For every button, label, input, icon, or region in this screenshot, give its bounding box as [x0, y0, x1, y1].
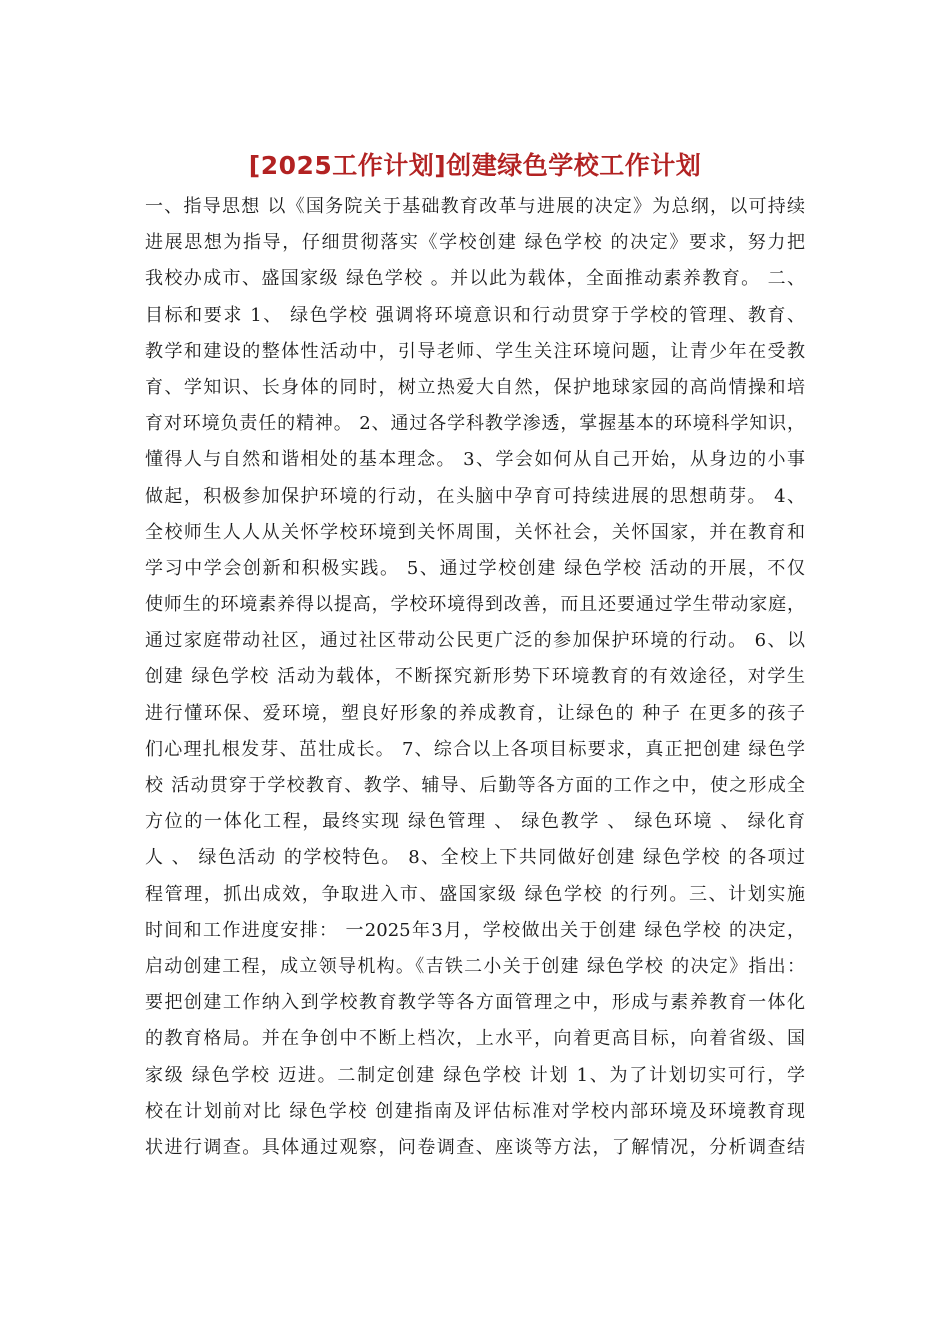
body-text-line: 校 活动贯穿于学校教育、教学、辅导、后勤等各方面的工作之中，使之形成全: [145, 775, 805, 796]
body-text-line: 教学和建设的整体性活动中，引导老师、学生关注环境问题，让青少年在受教: [145, 340, 805, 362]
body-text-line: 使师生的环境素养得以提高，学校环境得到改善，而且还要通过学生带动家庭，: [145, 594, 805, 616]
body-text-line: 通过家庭带动社区，通过社区带动公民更广泛的参加保护环境的行动。 6、以: [145, 630, 805, 652]
document-title: [2025工作计划]创建绿色学校工作计划: [248, 151, 702, 180]
body-text-line: 我校办成市、盛国家级 绿色学校 。并以此为载体，全面推动素养教育。 二、: [145, 268, 805, 290]
body-text-line: 一、指导思想 以《国务院关于基础教育改革与进展的决定》为总纲，以可持续: [145, 196, 805, 217]
body-text-line: 做起，积极参加保护环境的行动，在头脑中孕育可持续进展的思想萌芽。 4、: [145, 485, 805, 507]
body-text-line: 创建 绿色学校 活动为载体，不断探究新形势下环境教育的有效途径，对学生: [145, 666, 805, 688]
body-text-line: 进展思想为指导，仔细贯彻落实《学校创建 绿色学校 的决定》要求，努力把: [145, 232, 805, 254]
body-text-line: 目标和要求 1、 绿色学校 强调将环境意识和行动贯穿于学校的管理、教育、: [145, 304, 805, 326]
body-text-line: 校在计划前对比 绿色学校 创建指南及评估标准对学校内部环境及环境教育现: [145, 1100, 805, 1122]
body-text-line: 家级 绿色学校 迈进。二制定创建 绿色学校 计划 1、为了计划切实可行，学: [145, 1064, 805, 1086]
body-text-line: 们心理扎根发芽、茁壮成长。 7、综合以上各项目标要求，真正把创建 绿色学: [145, 738, 805, 760]
body-text-line: 学习中学会创新和积极实践。 5、通过学校创建 绿色学校 活动的开展，不仅: [145, 557, 805, 579]
body-text-line: 要把创建工作纳入到学校教育教学等各方面管理之中，形成与素养教育一体化: [145, 992, 805, 1014]
body-text-line: 时间和工作进度安排： 一2025年3月，学校做出关于创建 绿色学校 的决定，: [145, 919, 805, 941]
body-text-line: 懂得人与自然和谐相处的基本理念。 3、学会如何从自己开始，从身边的小事: [145, 449, 805, 471]
body-text-line: 程管理，抓出成效，争取进入市、盛国家级 绿色学校 的行列。三、计划实施: [145, 883, 805, 905]
body-text-line: 的教育格局。并在争创中不断上档次，上水平，向着更高目标，向着省级、国: [145, 1028, 805, 1050]
body-text-line: 人 、 绿色活动 的学校特色。 8、全校上下共同做好创建 绿色学校 的各项过: [145, 847, 805, 869]
body-text-line: 进行懂环保、爱环境，塑良好形象的养成教育，让绿色的 种子 在更多的孩子: [145, 702, 805, 724]
body-text-line: 方位的一体化工程，最终实现 绿色管理 、 绿色教学 、 绿色环境 、 绿化育: [145, 811, 805, 833]
body-text-line: 育对环境负责任的精神。 2、通过各学科教学渗透，掌握基本的环境科学知识，: [145, 413, 805, 435]
body-text-line: 启动创建工程，成立领导机构。《吉铁二小关于创建 绿色学校 的决定》指出：: [145, 955, 805, 977]
body-text-line: 全校师生人人从关怀学校环境到关怀周围，关怀社会，关怀国家，并在教育和: [145, 521, 805, 543]
body-text-line: 状进行调查。具体通过观察，问卷调查、座谈等方法，了解情况，分析调查结: [145, 1136, 805, 1158]
document-body: [145, 189, 805, 1166]
body-text-line: 育、学知识、长身体的同时，树立热爱大自然，保护地球家园的高尚情操和培: [145, 376, 805, 398]
